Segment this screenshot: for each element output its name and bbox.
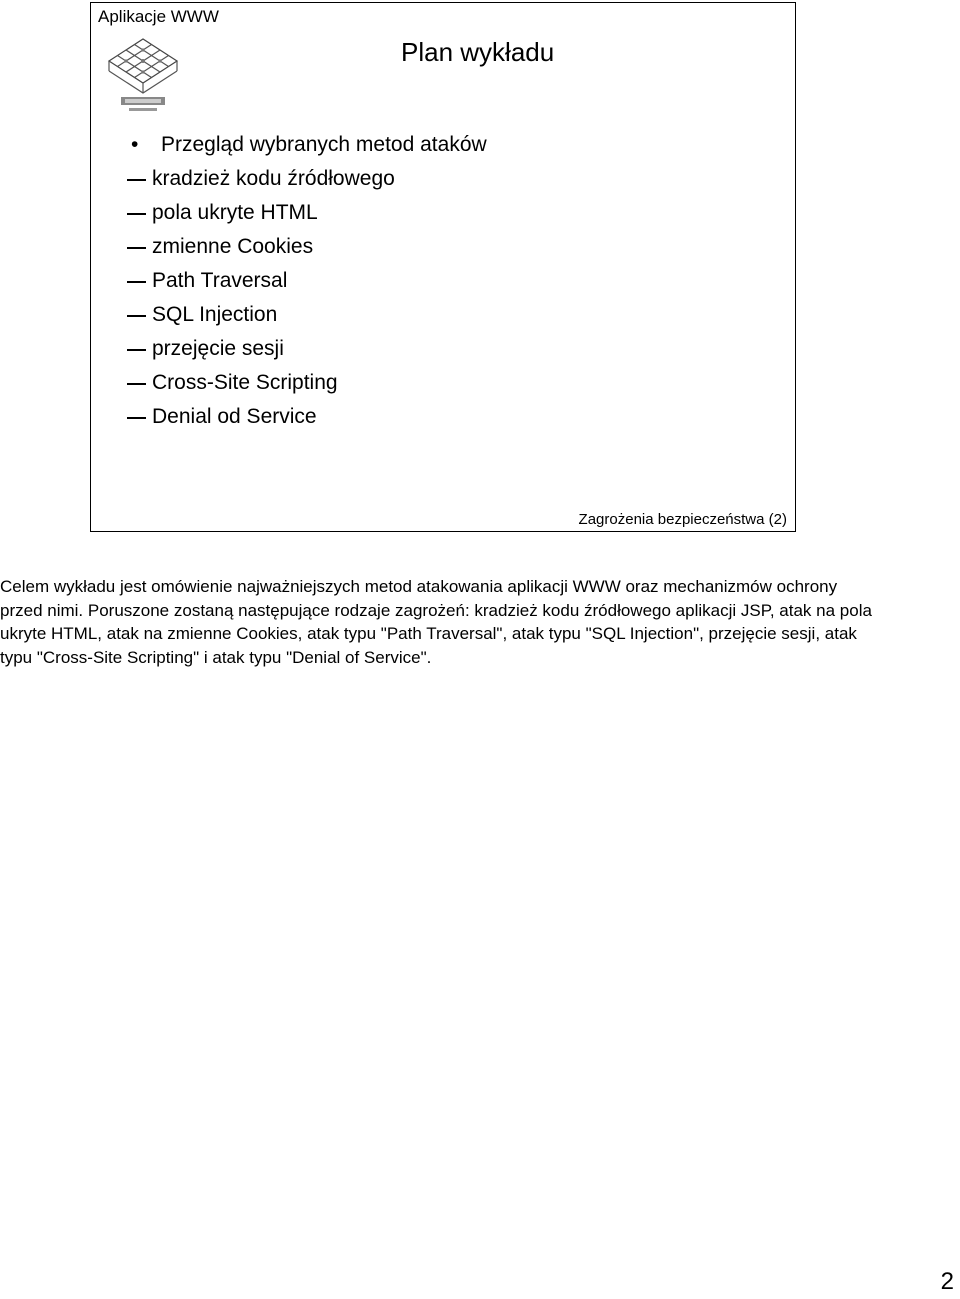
slide-header: Aplikacje WWW xyxy=(98,7,219,26)
dash-icon xyxy=(127,213,146,215)
slide-title: Plan wykładu xyxy=(401,37,555,67)
lecture-notes: Celem wykładu jest omówienie najważniejszych metod atakowania aplikacji WWW oraz mechanizmów ochrony przed nimi. Poruszone zostaną następujące rodzaje zagrożeń: kradzież kodu źródłowego aplikacji JSP, atak na pola ukryte HTML, atak na zmienne Cookies, atak typu "Path Traversal", atak typu "SQL Injection", przejęcie sesji, atak typu "Cross-Site Scripting" i atak typu "Denial of Service". xyxy=(0,577,872,667)
dash-icon xyxy=(127,349,146,351)
sub-bullet-text: Denial od Service xyxy=(152,405,317,428)
sub-bullet-item xyxy=(127,403,395,437)
sub-bullet-item xyxy=(127,165,395,199)
slide-footer: Zagrożenia bezpieczeństwa (2) xyxy=(578,511,787,528)
sub-bullet-item xyxy=(127,301,395,335)
university-grid-logo-icon xyxy=(103,33,183,117)
sub-bullet-item xyxy=(127,233,395,267)
sub-bullet-item xyxy=(127,199,395,233)
sub-bullet-text: SQL Injection xyxy=(152,303,278,326)
sub-bullet-item xyxy=(127,369,395,403)
sub-bullet-text: Path Traversal xyxy=(152,269,288,292)
bullet-list xyxy=(131,131,487,165)
sub-bullet-item xyxy=(127,335,395,369)
dash-icon xyxy=(127,315,146,317)
dash-icon xyxy=(127,281,146,283)
dash-icon xyxy=(127,247,146,249)
sub-bullet-text: zmienne Cookies xyxy=(152,235,314,258)
sub-bullet-list xyxy=(127,165,395,437)
dash-icon xyxy=(127,417,146,419)
bullet-dot-icon: • xyxy=(131,133,139,156)
slide-frame xyxy=(90,2,796,532)
sub-bullet-text: pola ukryte HTML xyxy=(152,201,318,224)
main-bullet xyxy=(131,131,487,159)
page-number: 2 xyxy=(940,1268,954,1295)
sub-bullet-text: Cross-Site Scripting xyxy=(152,371,338,394)
main-bullet-text: Przegląd wybranych metod ataków xyxy=(161,133,487,156)
dash-icon xyxy=(127,383,146,385)
sub-bullet-text: kradzież kodu źródłowego xyxy=(152,167,395,190)
dash-icon xyxy=(127,179,146,181)
sub-bullet-text: przejęcie sesji xyxy=(152,337,284,360)
sub-bullet-item xyxy=(127,267,395,301)
